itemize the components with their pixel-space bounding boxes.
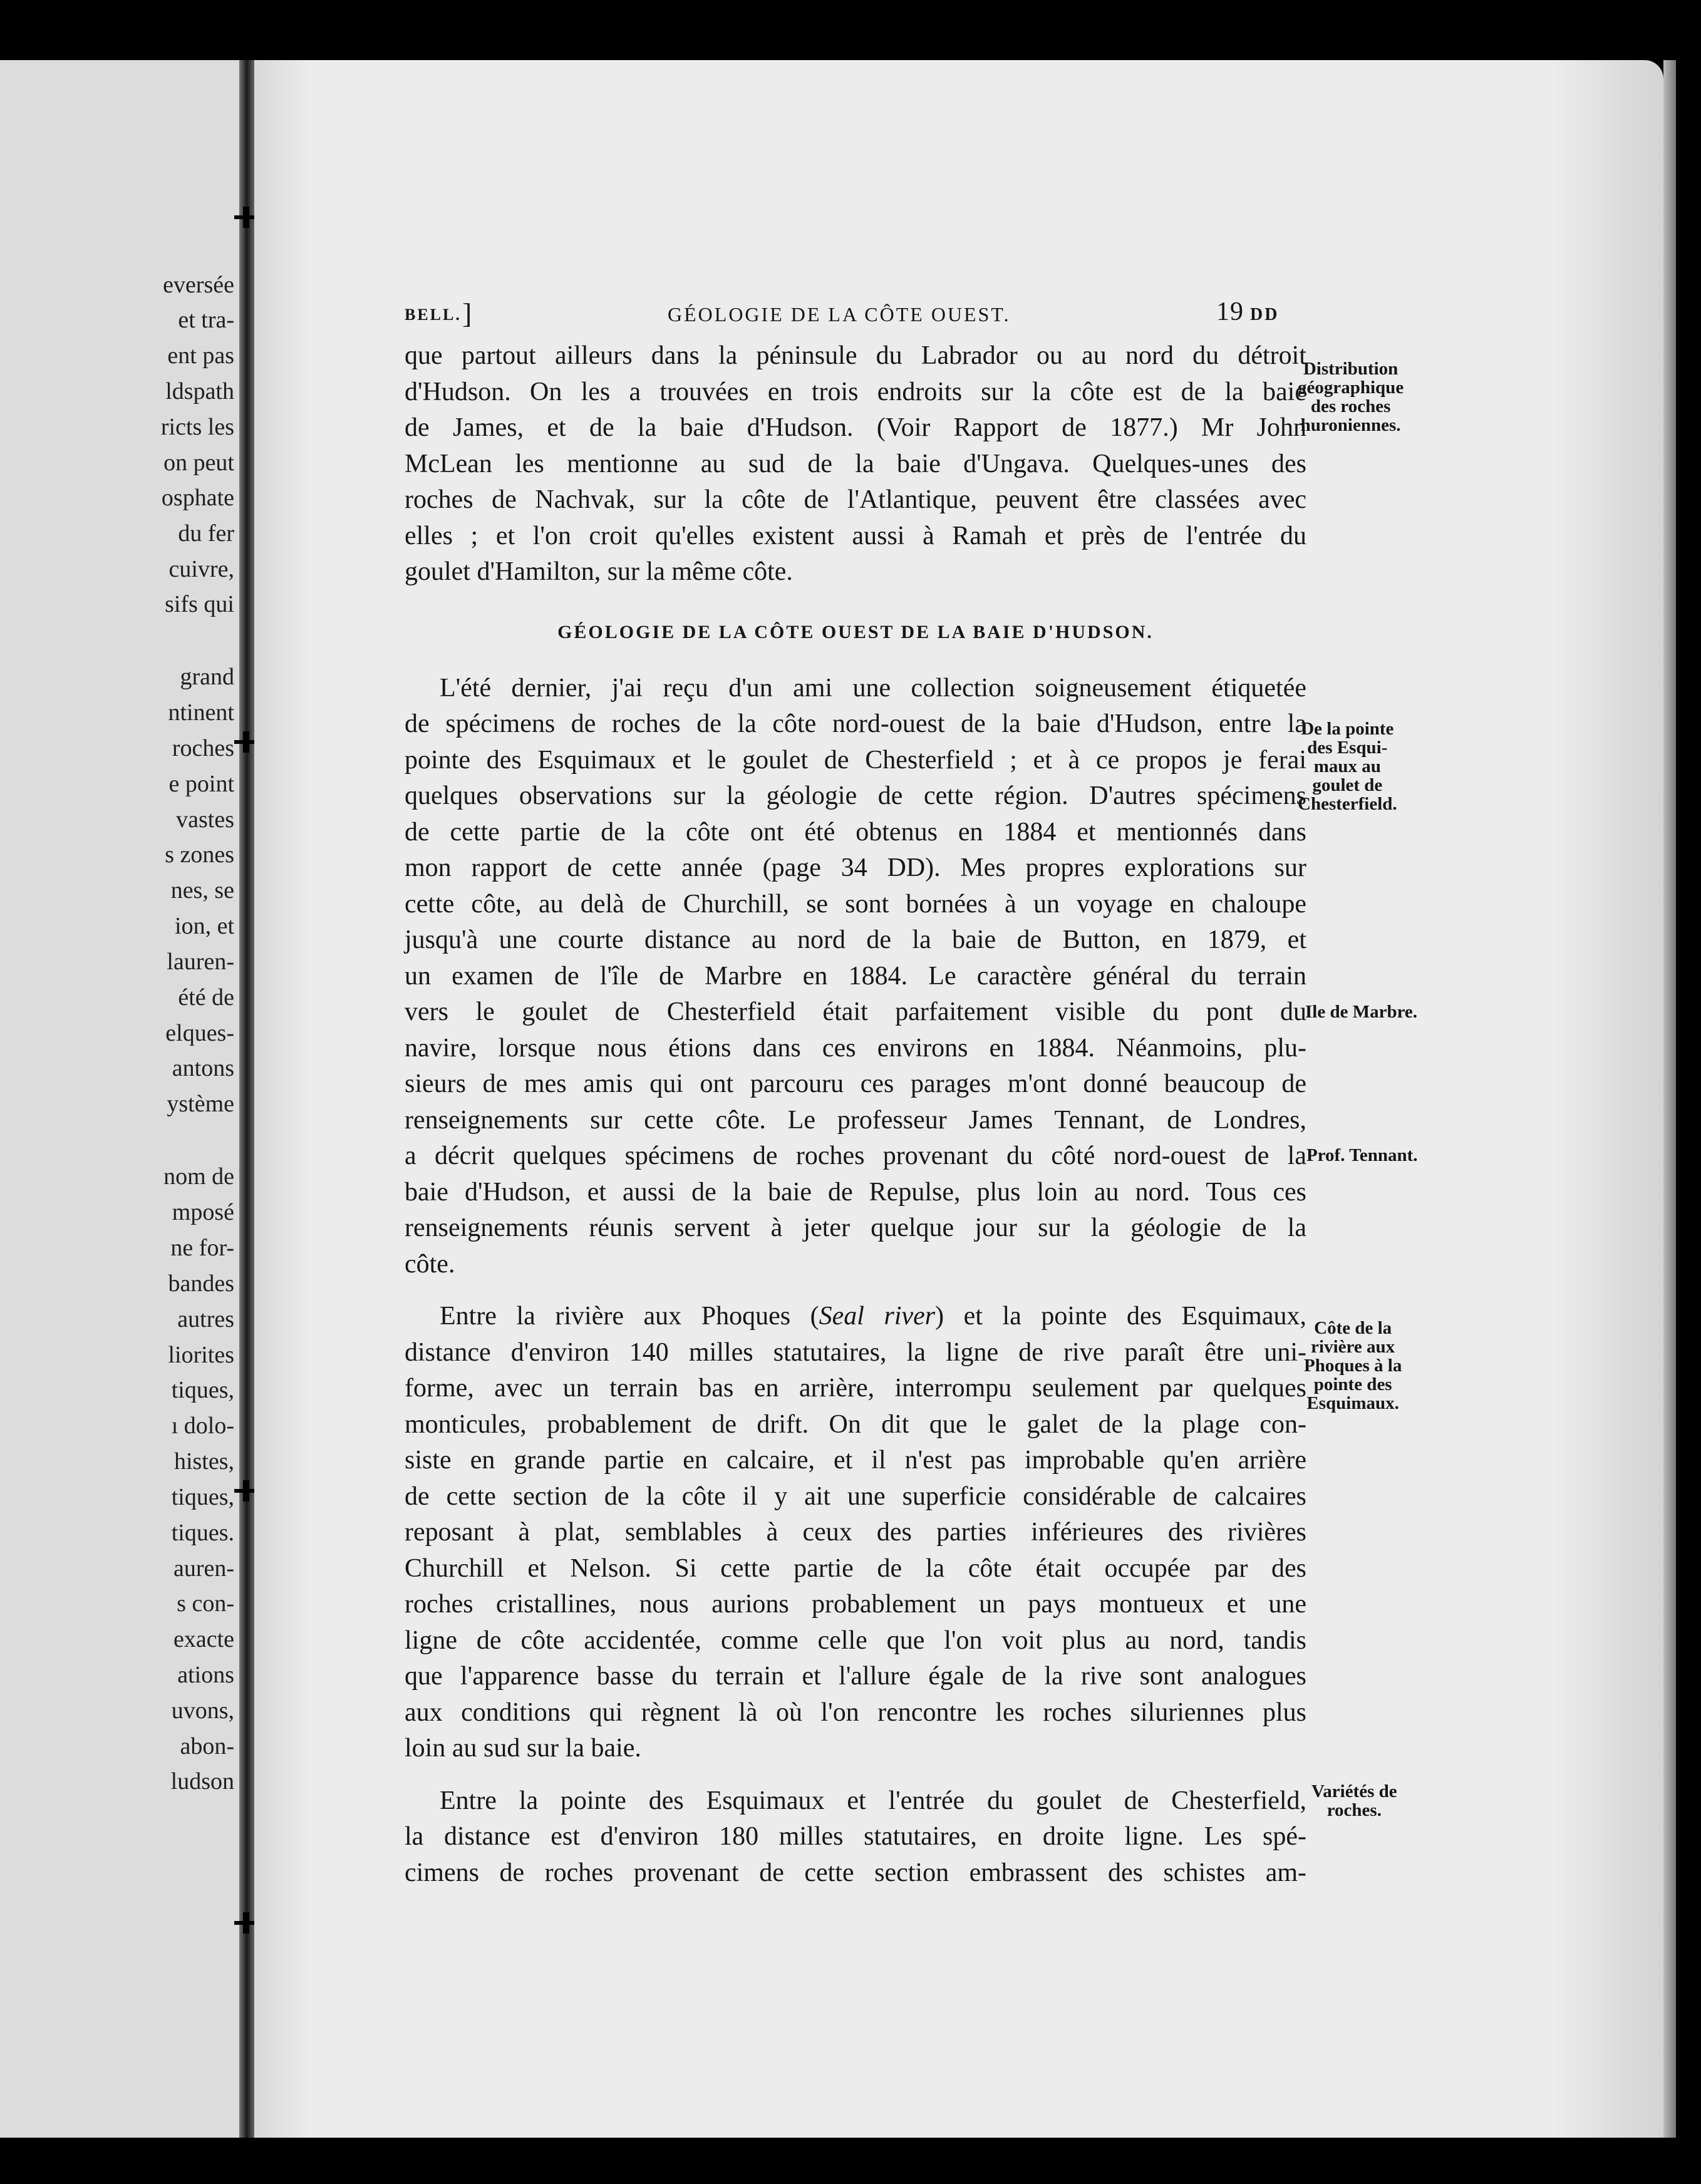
- margin-note-line: rivière aux: [1311, 1337, 1395, 1357]
- text-line: L'été dernier, j'ai reçu d'un ami une collection soigneusement étiquetée: [440, 673, 1306, 703]
- text-line: côte.: [405, 1249, 455, 1279]
- facing-page-line: roches: [172, 735, 234, 761]
- running-header-bracket: ]: [462, 297, 474, 329]
- margin-note-line: goulet de: [1312, 775, 1383, 795]
- gutter-marker: [243, 1912, 249, 1934]
- margin-note-line: Esquimaux.: [1306, 1393, 1399, 1413]
- paragraph-1: [405, 671, 1306, 1283]
- page-edge: [1663, 60, 1676, 2138]
- facing-page-line: ystème: [167, 1091, 234, 1117]
- text-line: forme, avec un terrain bas en arrière, interrompu seulement par quelques: [405, 1374, 1306, 1403]
- margin-note-line: géographique: [1298, 378, 1404, 398]
- text-line: baie d'Hudson, et aussi de la baie de Repulse, plus loin au nord. Tous ces: [405, 1177, 1306, 1207]
- facing-page-line: ent pas: [167, 343, 234, 369]
- margin-note-line: Ile de Marbre.: [1305, 1002, 1418, 1022]
- text-line: quelques observations sur la géologie de cette région. D'autres spécimens: [405, 781, 1306, 810]
- facing-page-line: été de: [178, 984, 234, 1011]
- margin-note-line: Variétés de: [1311, 1781, 1397, 1801]
- facing-page-line: tiques,: [171, 1484, 234, 1510]
- text-line: distance d'environ 140 milles statutaires, la ligne de rive paraît être uni-: [405, 1337, 1306, 1367]
- margin-note-marbre: [1305, 1002, 1417, 1021]
- text-line: navire, lorsque nous étions dans ces environs en 1884. Néanmoins, plu-: [405, 1033, 1306, 1063]
- margin-note-line: des roches: [1310, 396, 1391, 416]
- text-line: un examen de l'île de Marbre en 1884. Le caractère général du terrain: [405, 961, 1306, 991]
- running-header: [405, 294, 1306, 338]
- margin-note-line: Distribution: [1303, 359, 1399, 379]
- facing-page-line: ludson: [170, 1768, 234, 1795]
- facing-page-line: vastes: [176, 806, 234, 833]
- facing-page-line: antons: [172, 1055, 234, 1081]
- text-line: la distance est d'environ 180 milles statutaires, en droite ligne. Les spé-: [405, 1822, 1306, 1851]
- facing-page-line: on peut: [163, 450, 234, 476]
- text-line: McLean les mentionne au sud de la baie d'Ungava. Quelques-unes des: [405, 449, 1306, 478]
- text-line: de cette section de la côte il y ait une superficie considérable de calcaires: [405, 1481, 1306, 1511]
- facing-page-line: ations: [177, 1662, 234, 1688]
- text-line: Entre la rivière aux Phoques (Seal river) et la pointe des Esquimaux,: [440, 1302, 1306, 1331]
- facing-page-line: ion, et: [175, 913, 234, 939]
- text-line: ligne de côte accidentée, comme celle que l'on voit plus au nord, tandis: [405, 1625, 1306, 1655]
- text-line: loin au sud sur la baie.: [405, 1734, 641, 1763]
- facing-page-line: uvons,: [171, 1697, 234, 1724]
- facing-page-line: tiques.: [171, 1520, 234, 1546]
- text-line: de James, et de la baie d'Hudson. (Voir Rapport de 1877.) Mr John: [405, 413, 1306, 442]
- facing-page-line: ricts les: [160, 414, 234, 440]
- facing-page-line: elques-: [165, 1020, 234, 1046]
- facing-page-line: ı dolo-: [171, 1413, 234, 1439]
- book-gutter: [239, 60, 254, 2138]
- italic-term: Seal river: [819, 1302, 936, 1331]
- facing-page-line: ldspath: [165, 378, 234, 404]
- text-line: de cette partie de la côte ont été obtenus en 1884 et mentionnés dans: [405, 817, 1306, 847]
- gutter-marker: [243, 731, 249, 753]
- margin-note-varietes: [1311, 1782, 1397, 1820]
- text-line: monticules, probablement de drift. On dit que le galet de la plage con-: [405, 1409, 1306, 1439]
- facing-page-line: autres: [177, 1306, 234, 1332]
- text-line: elles ; et l'on croit qu'elles existent aussi à Ramah et près de l'entrée du: [405, 521, 1306, 550]
- page-number-suffix: DD: [1250, 305, 1280, 324]
- text-line: d'Hudson. On les a trouvées en trois endroits sur la côte est de la baie: [405, 377, 1306, 406]
- text-line: a décrit quelques spécimens de roches provenant du côté nord-ouest de la: [405, 1141, 1306, 1170]
- paragraph-3: [405, 1783, 1306, 1892]
- margin-note-tennant: [1306, 1146, 1418, 1165]
- running-header-author: BELL.: [405, 306, 462, 324]
- facing-page-line: exacte: [173, 1626, 234, 1652]
- text-line: jusqu'à une courte distance au nord de la baie de Button, en 1879, et: [405, 925, 1306, 954]
- facing-page-line: e point: [168, 771, 234, 797]
- text-line: de spécimens de roches de la côte nord-ouest de la baie d'Hudson, entre la: [405, 709, 1306, 738]
- gutter-marker: [243, 1480, 249, 1502]
- margin-note-line: maux au: [1313, 756, 1381, 776]
- facing-page-line: grand: [180, 664, 234, 690]
- margin-note-line: Chesterfield.: [1298, 794, 1397, 814]
- facing-page-line: nes, se: [170, 877, 234, 904]
- facing-page-line: lauren-: [167, 949, 234, 975]
- running-header-title: GÉOLOGIE DE LA CÔTE OUEST.: [668, 303, 1011, 326]
- facing-page-line: et tra-: [178, 307, 234, 333]
- text-line: sieurs de mes amis qui ont parcouru ces parages m'ont donné beaucoup de: [405, 1069, 1306, 1098]
- text-line: Churchill et Nelson. Si cette partie de la côte était occupée par des: [405, 1553, 1306, 1583]
- margin-note-pointe: [1298, 719, 1397, 813]
- margin-note-line: Prof. Tennant.: [1306, 1145, 1418, 1165]
- text-line: roches de Nachvak, sur la côte de l'Atlantique, peuvent être classées avec: [405, 485, 1306, 514]
- margin-note-line: des Esqui-: [1307, 738, 1388, 758]
- facing-page-line: cuivre,: [168, 556, 234, 582]
- margin-note-phoques: [1304, 1319, 1402, 1413]
- text-line: renseignements réunis servent à jeter quelque jour sur la géologie de la: [405, 1213, 1306, 1242]
- intro-paragraph: [405, 338, 1306, 590]
- facing-page-line: s con-: [177, 1590, 234, 1617]
- text-line: cette côte, au delà de Churchill, se sont bornées à un voyage en chaloupe: [405, 889, 1306, 919]
- margin-note-distribution: [1298, 359, 1404, 435]
- text-line: que partout ailleurs dans la péninsule du Labrador ou au nord du détroit: [405, 341, 1306, 370]
- paragraph-2: [405, 1299, 1306, 1767]
- facing-page-line: histes,: [173, 1448, 234, 1475]
- facing-page-line: abon-: [180, 1733, 234, 1759]
- page-content: [405, 294, 1306, 1891]
- text-line: mon rapport de cette année (page 34 DD). Mes propres explorations sur: [405, 853, 1306, 882]
- text-line: aux conditions qui règnent là où l'on rencontre les roches siluriennes plus: [405, 1697, 1306, 1727]
- facing-page-line: du fer: [178, 520, 234, 547]
- facing-page-line: ntinent: [168, 699, 234, 726]
- facing-page-line: liorites: [168, 1342, 234, 1368]
- text-line: reposant à plat, semblables à ceux des parties inférieures des rivières: [405, 1518, 1306, 1547]
- gutter-marker: [243, 207, 249, 228]
- facing-page-fragment: [0, 60, 239, 2138]
- text-line: roches cristallines, nous aurions probablement un pays montueux et une: [405, 1590, 1306, 1619]
- facing-page-line: auren-: [173, 1555, 234, 1582]
- text-line: que l'apparence basse du terrain et l'allure égale de la rive sont analogues: [405, 1662, 1306, 1691]
- facing-page-line: s zones: [165, 842, 234, 868]
- margin-note-line: roches.: [1326, 1800, 1382, 1820]
- facing-page-line: ne for-: [170, 1235, 234, 1261]
- facing-page-line: sifs qui: [165, 591, 234, 617]
- facing-page-line: osphate: [161, 485, 234, 511]
- section-title: GÉOLOGIE DE LA CÔTE OUEST DE LA BAIE D'HUDSON.: [557, 621, 1154, 642]
- facing-page-line: eversée: [163, 272, 234, 298]
- text-line: Entre la pointe des Esquimaux et l'entrée du goulet de Chesterfield,: [440, 1786, 1306, 1815]
- facing-page-line: bandes: [168, 1270, 234, 1297]
- text-line: siste en grande partie en calcaire, et il n'est pas improbable qu'en arrière: [405, 1446, 1306, 1475]
- page-number: 19 DD: [1216, 297, 1280, 326]
- text-line: cimens de roches provenant de cette section embrassent des schistes am-: [405, 1858, 1306, 1887]
- facing-page-line: mposé: [172, 1199, 234, 1225]
- margin-note-line: huroniennes.: [1300, 415, 1401, 435]
- text-line: pointe des Esquimaux et le goulet de Chesterfield ; et à ce propos je ferai: [405, 745, 1306, 775]
- margin-note-line: Côte de la: [1314, 1318, 1392, 1338]
- margin-note-line: pointe des: [1313, 1374, 1392, 1394]
- facing-page-line: nom de: [163, 1163, 234, 1190]
- text-line: vers le goulet de Chesterfield était parfaitement visible du pont du: [405, 997, 1306, 1026]
- margin-note-line: De la pointe: [1301, 719, 1394, 739]
- facing-page-line: tiques,: [171, 1377, 234, 1403]
- text-line: renseignements sur cette côte. Le professeur James Tennant, de Londres,: [405, 1105, 1306, 1135]
- margin-note-line: Phoques à la: [1304, 1356, 1402, 1376]
- text-line: goulet d'Hamilton, sur la même côte.: [405, 557, 793, 586]
